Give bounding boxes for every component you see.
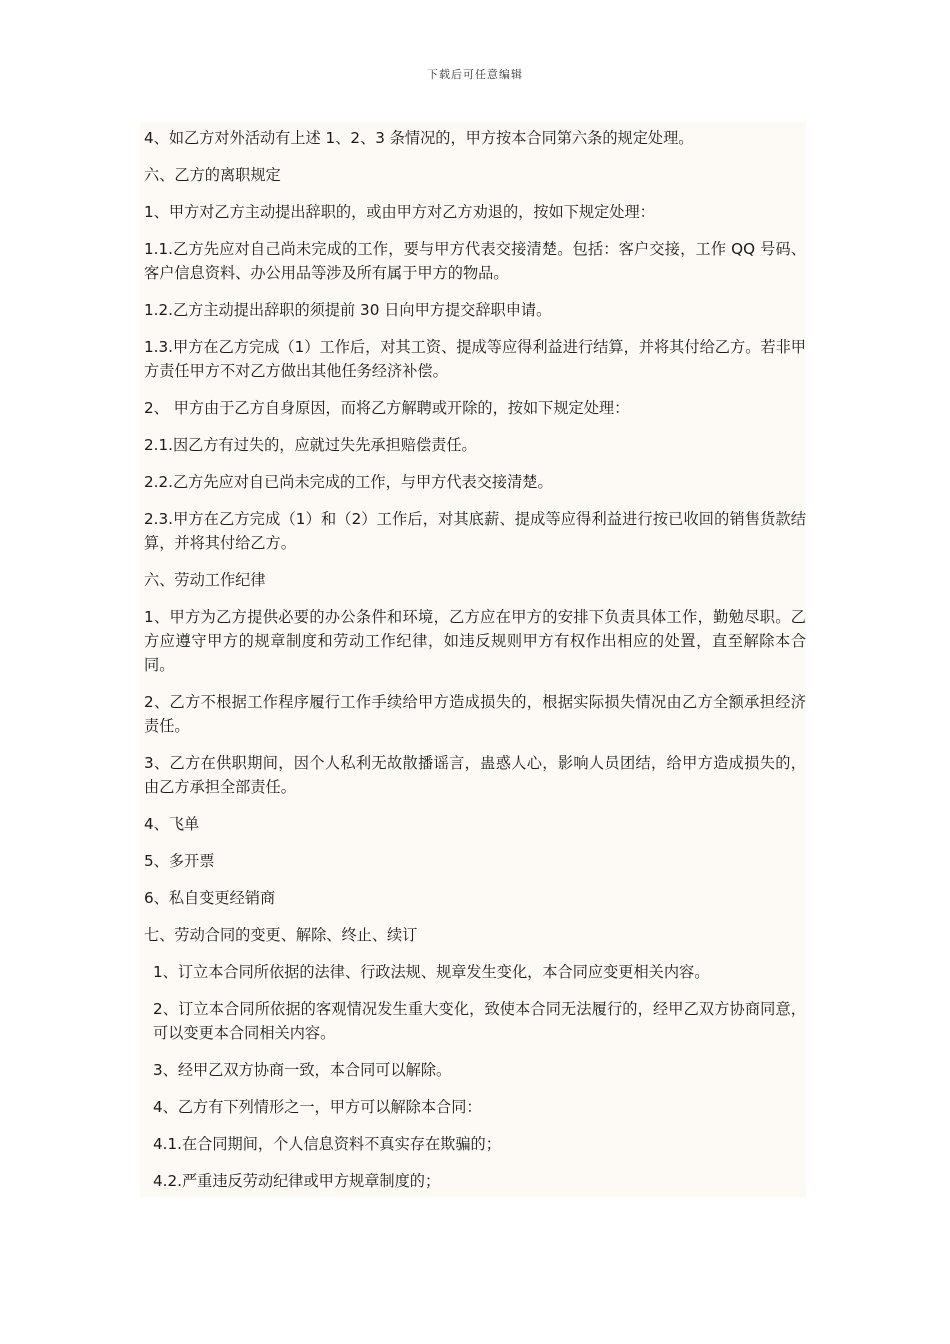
clause-paragraph: 4、飞单 xyxy=(144,815,200,833)
clause-paragraph: 3、经甲乙双方协商一致，本合同可以解除。 xyxy=(153,1061,452,1079)
clause-paragraph: 1、甲方为乙方提供必要的办公条件和环境，乙方应在甲方的安排下负责具体工作，勤勉尽职。乙方应遵守甲方的规章制度和劳动工作纪律，如违反规则甲方有权作出相应的处置，直至解除本合同。 xyxy=(144,608,806,674)
section-heading: 六、乙方的离职规定 xyxy=(144,166,281,184)
clause-paragraph: 2.1.因乙方有过失的，应就过失先承担赔偿责任。 xyxy=(144,436,477,454)
clause-paragraph: 1、甲方对乙方主动提出辞职的，或由甲方对乙方劝退的，按如下规定处理： xyxy=(144,203,655,221)
clause-paragraph: 4.2.严重违反劳动纪律或甲方规章制度的； xyxy=(153,1172,441,1190)
page-header-note: 下载后可任意编辑 xyxy=(427,68,523,81)
clause-paragraph: 3、乙方在供职期间，因个人私利无故散播谣言，蛊惑人心，影响人员团结，给甲方造成损失的，由乙方承担全部责任。 xyxy=(144,754,806,796)
clause-paragraph: 4、乙方有下列情形之一，甲方可以解除本合同： xyxy=(153,1098,482,1116)
clause-paragraph: 1.2.乙方主动提出辞职的须提前 30 日向甲方提交辞职申请。 xyxy=(144,301,552,319)
document-body xyxy=(140,122,806,1197)
clause-paragraph: 2、乙方不根据工作程序履行工作手续给甲方造成损失的，根据实际损失情况由乙方全额承担经济责任。 xyxy=(144,693,806,735)
clause-paragraph: 4.1.在合同期间，个人信息资料不真实存在欺骗的； xyxy=(153,1135,501,1153)
clause-paragraph: 2.3.甲方在乙方完成（1）和（2）工作后，对其底薪、提成等应得利益进行按已收回的销售货款结算，并将其付给乙方。 xyxy=(144,510,806,552)
section-heading: 六、劳动工作纪律 xyxy=(144,571,266,589)
clause-paragraph: 4、如乙方对外活动有上述 1、2、3 条情况的，甲方按本合同第六条的规定处理。 xyxy=(144,129,694,147)
clause-paragraph: 1.3.甲方在乙方完成（1）工作后，对其工资、提成等应得利益进行结算，并将其付给乙方。若非甲方责任甲方不对乙方做出其他任务经济补偿。 xyxy=(144,338,806,380)
clause-paragraph: 5、多开票 xyxy=(144,852,215,870)
clause-paragraph: 2、 甲方由于乙方自身原因，而将乙方解聘或开除的，按如下规定处理： xyxy=(144,399,630,417)
clause-paragraph: 6、私自变更经销商 xyxy=(144,889,276,907)
clause-paragraph: 1、订立本合同所依据的法律、行政法规、规章发生变化，本合同应变更相关内容。 xyxy=(153,963,710,981)
section-heading: 七、劳动合同的变更、解除、终止、续订 xyxy=(144,926,418,944)
clause-paragraph: 2.2.乙方先应对自已尚未完成的工作，与甲方代表交接清楚。 xyxy=(144,473,553,491)
clause-paragraph: 2、订立本合同所依据的客观情况发生重大变化，致使本合同无法履行的，经甲乙双方协商同意，可以变更本合同相关内容。 xyxy=(153,1000,806,1042)
clause-paragraph: 1.1.乙方先应对自己尚未完成的工作，要与甲方代表交接清楚。包括：客户交接，工作 QQ 号码、客户信息资料、办公用品等涉及所有属于甲方的物品。 xyxy=(144,240,806,282)
